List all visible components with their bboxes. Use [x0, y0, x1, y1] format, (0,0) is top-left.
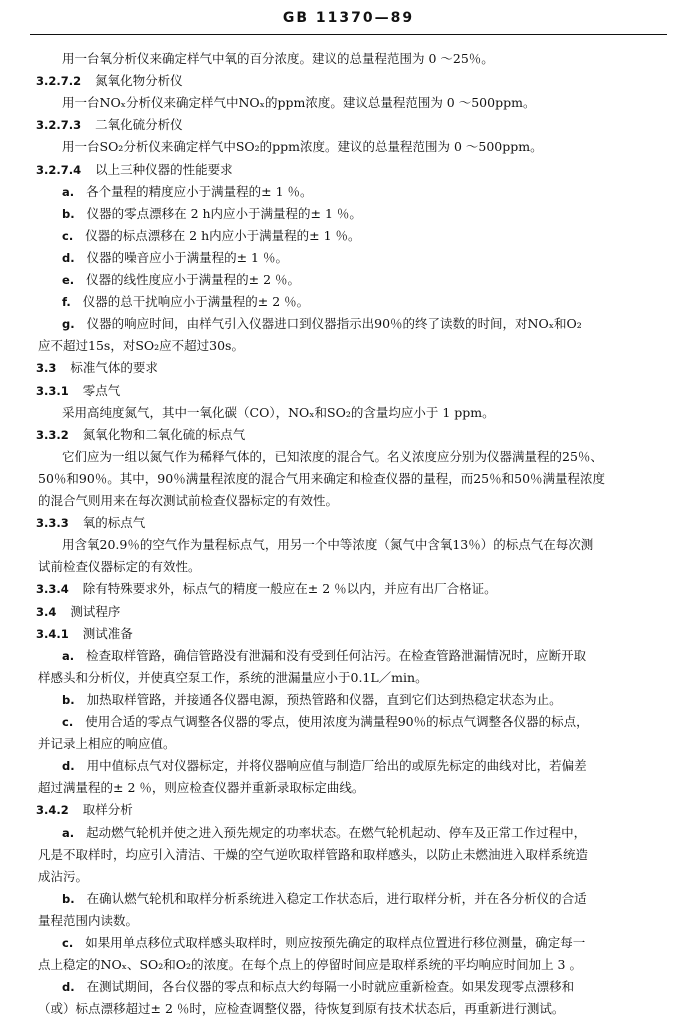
section-number: 3.3.1 — [36, 383, 69, 398]
line-text: 采用高纯度氮气，其中一氧化碳（CO），NOₓ和SO₂的含量均应小于 1 ppm。 — [62, 404, 495, 420]
text-line — [0, 181, 697, 203]
text-line — [0, 136, 697, 158]
text-line — [0, 844, 697, 866]
line-text: 成沾污。 — [38, 868, 89, 884]
item-label: a. — [62, 825, 75, 840]
line-text: 各个量程的精度应小于满量程的± 1 ％。 — [86, 183, 313, 199]
line-text: 点上稳定的NOₓ、SO₂和O₂的浓度。在每个点上的停留时间应是取样系统的平均响应时间加上 3 。 — [38, 957, 582, 973]
line-text: 二氧化硫分析仪 — [95, 117, 183, 133]
line-text: 如果用单点移位式取样感头取样时，则应按预先确定的取样点位置进行移位测量，确定每一 — [85, 935, 586, 950]
line-text: 检查取样管路，确信管路没有泄漏和没有受到任何沾污。在检查管路泄漏情况时，应断开取 — [86, 647, 587, 663]
line-text: 在测试期间，各台仪器的零点和标点大约每隔一小时就应重新检查。如果发现零点漂移和 — [86, 979, 575, 995]
text-line — [0, 998, 697, 1020]
item-label: c. — [62, 936, 74, 950]
text-line — [0, 711, 697, 733]
line-text: 仪器的总干扰响应小于满量程的± 2 ％。 — [82, 294, 310, 310]
text-line — [0, 92, 697, 114]
item-label: a. — [62, 648, 75, 663]
line-text: 仪器的噪音应小于满量程的± 1 ％。 — [86, 249, 288, 265]
section-number: 3.3 — [36, 361, 57, 376]
section-number: 3.2.7.3 — [36, 118, 82, 133]
line-text: 凡是不取样时，均应引入清洁、干燥的空气逆吹取样管路和取样感头，以防止未燃油进入取样系统造 — [38, 846, 589, 862]
line-text: 样感头和分析仪，并使真空泵工作，系统的泄漏量应小于0.1L／min。 — [38, 669, 428, 685]
line-text: 加热取样管路，并接通各仪器电源，预热管路和仪器，直到它们达到热稳定状态为止。 — [86, 691, 562, 707]
line-text: 氮氧化物和二氧化硫的标点气 — [82, 426, 246, 442]
line-text: 用一台SO₂分析仪来确定样气中SO₂的ppm浓度。建议的总量程范围为 0 ～500ppm。 — [62, 139, 543, 155]
text-line — [0, 70, 697, 92]
line-text: 除有特殊要求外，标点气的精度一般应在± 2 ％以内，并应有出厂合格证。 — [82, 581, 497, 597]
text-line — [0, 512, 697, 534]
text-line — [0, 159, 697, 181]
item-label: e. — [62, 273, 75, 287]
text-line — [0, 888, 697, 910]
text-line — [0, 733, 697, 755]
line-text: 取样分析 — [82, 802, 133, 818]
item-label: d. — [62, 759, 75, 774]
line-text: 试前检查仪器标定的有效性。 — [38, 559, 201, 575]
line-text: 在确认燃气轮机和取样分析系统进入稳定工作状态后，进行取样分析，并在各分析仪的合适 — [86, 890, 587, 906]
text-line — [0, 910, 697, 932]
line-text: 以上三种仪器的性能要求 — [95, 161, 233, 177]
header-rule — [30, 34, 667, 35]
section-number: 3.2.7.2 — [36, 74, 82, 89]
text-line — [0, 755, 697, 777]
text-line — [0, 578, 697, 600]
text-line — [0, 534, 697, 556]
text-line — [0, 667, 697, 689]
line-text: 用一台NOₓ分析仪来确定样气中NOₓ的ppm浓度。建议总量程范围为 0 ～500ppm。 — [62, 95, 536, 111]
line-text: 仪器的零点漂移在 2 h内应小于满量程的± 1 ％。 — [86, 205, 362, 221]
line-text: 用一台氧分析仪来确定样气中氧的百分浓度。建议的总量程范围为 0 ～25％。 — [62, 51, 494, 66]
line-text: 并记录上相应的响应值。 — [38, 736, 176, 752]
text-line — [0, 601, 697, 623]
text-line — [0, 976, 697, 998]
page-header: GB 11370—89 — [282, 10, 415, 26]
line-text: 它们应为一组以氮气作为稀释气体的，已知浓度的混合气。名义浓度应分别为仪器满量程的25％、 — [62, 448, 603, 464]
text-line — [0, 490, 697, 512]
text-line — [0, 402, 697, 424]
text-line — [0, 932, 697, 954]
text-line — [0, 623, 697, 645]
line-text: 仪器的标点漂移在 2 h内应小于满量程的± 1 ％。 — [85, 227, 361, 243]
text-line — [0, 689, 697, 711]
item-label: b. — [62, 692, 75, 707]
line-text: 应不超过15s，对SO₂应不超过30s。 — [38, 338, 244, 354]
line-text: 量程范围内读数。 — [38, 912, 139, 928]
text-line — [0, 48, 697, 70]
line-text: 氮氧化物分析仪 — [95, 73, 183, 89]
item-label: c. — [62, 228, 74, 243]
line-text: 起动燃气轮机并使之进入预先规定的功率状态。在燃气轮机起动、停车及正常工作过程中， — [86, 824, 587, 840]
text-line — [0, 954, 697, 976]
line-text: 氧的标点气 — [82, 515, 146, 531]
text-line — [0, 799, 697, 821]
text-line — [0, 291, 697, 313]
item-label: b. — [62, 206, 75, 221]
text-line — [0, 114, 697, 136]
line-text: 超过满量程的± 2 ％，则应检查仪器并重新录取标定曲线。 — [38, 780, 365, 796]
text-line — [0, 777, 697, 799]
text-line — [0, 313, 697, 335]
item-label: g. — [62, 317, 75, 332]
section-number: 3.2.7.4 — [36, 162, 82, 177]
section-number: 3.4 — [36, 604, 57, 619]
text-line — [0, 822, 697, 844]
line-text: 50％和90％。其中，90％满量程浓度的混合气用来确定和检查仪器的量程，而25％和50％满量程浓度 — [38, 470, 606, 486]
text-line — [0, 446, 697, 468]
line-text: 零点气 — [82, 382, 121, 398]
text-line — [0, 380, 697, 402]
item-label: d. — [62, 980, 75, 995]
text-line — [0, 247, 697, 269]
item-label: d. — [62, 250, 75, 265]
item-label: b. — [62, 891, 75, 906]
text-line — [0, 556, 697, 578]
line-text: 仪器的响应时间，由样气引入仪器进口到仪器指示出90％的终了读数的时间，对NOₓ和O₂ — [86, 316, 582, 332]
line-text: 用含氧20.9％的空气作为量程标点气，用另一个中等浓度（氮气中含氧13％）的标点气在每次测 — [62, 537, 594, 553]
text-line — [0, 203, 697, 225]
text-line — [0, 424, 697, 446]
section-number: 3.3.2 — [36, 427, 69, 442]
item-label: f. — [62, 295, 71, 310]
line-text: 标准气体的要求 — [70, 360, 158, 376]
line-text: （或）标点漂移超过± 2 ％时，应检查调整仪器，待恢复到原有技术状态后，再重新进行测试。 — [38, 1001, 565, 1017]
text-line — [0, 225, 697, 247]
line-text: 测试程序 — [70, 603, 121, 619]
section-number: 3.3.4 — [36, 582, 69, 597]
text-line — [0, 645, 697, 667]
text-line — [0, 269, 697, 291]
text-line — [0, 866, 697, 888]
line-text: 使用合适的零点气调整各仪器的零点，使用浓度为满量程90％的标点气调整各仪器的标点， — [85, 714, 589, 729]
section-number: 3.4.2 — [36, 803, 69, 818]
item-label: c. — [62, 715, 74, 729]
line-text: 仪器的线性度应小于满量程的± 2 ％。 — [86, 272, 301, 287]
line-text: 测试准备 — [82, 625, 133, 641]
section-number: 3.4.1 — [36, 626, 69, 641]
item-label: a. — [62, 184, 75, 199]
line-text: 的混合气则用来在每次测试前检查仪器标定的有效性。 — [38, 493, 339, 508]
line-text: 用中值标点气对仪器标定，并将仪器响应值与制造厂给出的或原先标定的曲线对比，若偏差 — [86, 758, 587, 774]
text-line — [0, 357, 697, 379]
text-line — [0, 335, 697, 357]
text-line — [0, 468, 697, 490]
section-number: 3.3.3 — [36, 516, 69, 531]
